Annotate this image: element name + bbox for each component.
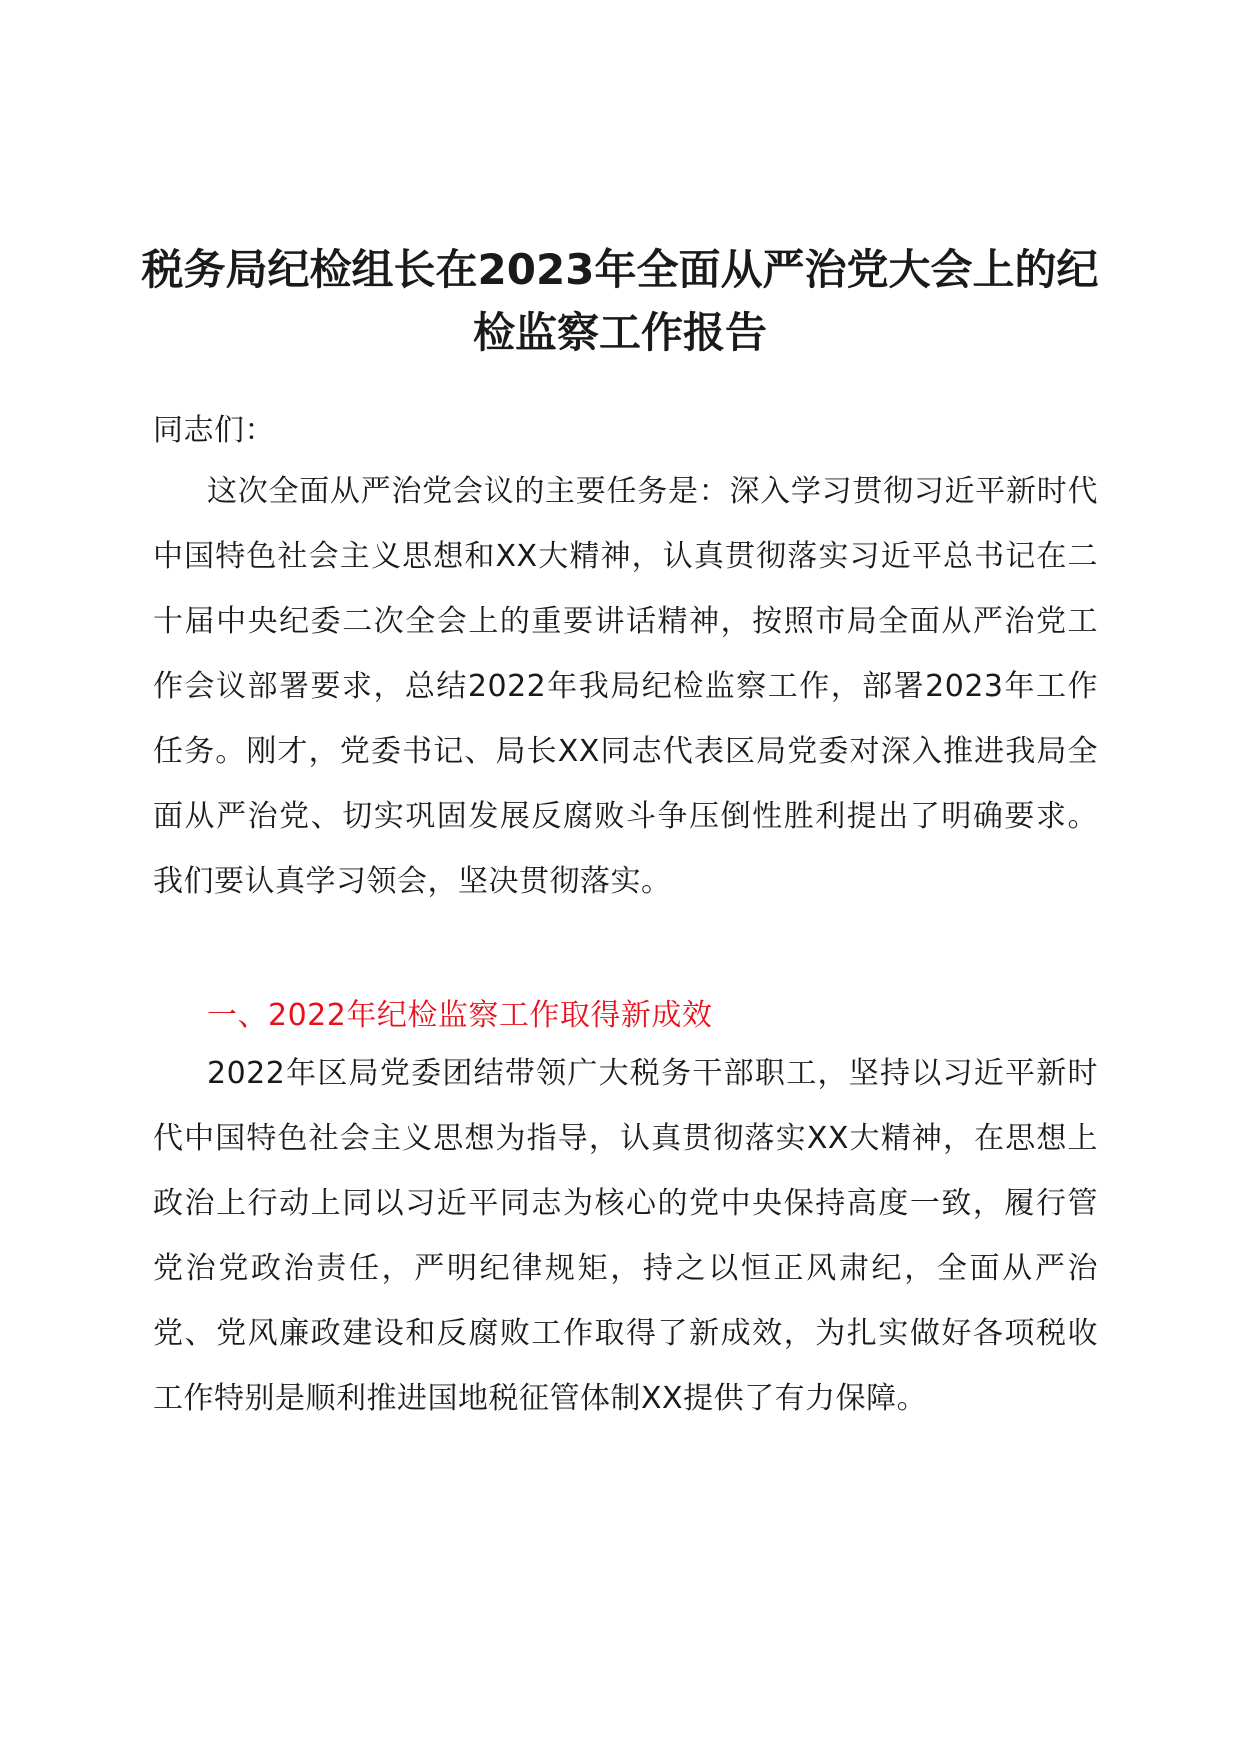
section-heading: 一、2022年纪检监察工作取得新成效 (207, 998, 713, 1033)
salutation: 同志们： (153, 413, 275, 448)
document-title: 税务局纪检组长在2023年全面从严治党大会上的纪检监察工作报告 (141, 245, 1099, 357)
paragraph-achievements: 2022年区局党委团结带领广大税务干部职工，坚持以习近平新时代中国特色社会主义思想为指导，认真贯彻落实XX大精神，在思想上政治上行动上同以习近平同志为核心的党中央保持高度一致，履行管党治党政治责任，严明纪律规矩，持之以恒正风肃纪，全面从严治党、党风廉政建设和反腐败工作取得了新成效，为扎实做好各项税收工作特别是顺利推进国地税征管体制XX提供了有力保障。 (153, 1056, 1098, 1416)
paragraph-intro: 这次全面从严治党会议的主要任务是：深入学习贯彻习近平新时代中国特色社会主义思想和XX大精神，认真贯彻落实习近平总书记在二十届中央纪委二次全会上的重要讲话精神，按照市局全面从严治党工作会议部署要求，总结2022年我局纪检监察工作，部署2023年工作任务。刚才，党委书记、局长XX同志代表区局党委对深入推进我局全面从严治党、切实巩固发展反腐败斗争压倒性胜利提出了明确要求。我们要认真学习领会，坚决贯彻落实。 (153, 474, 1098, 899)
